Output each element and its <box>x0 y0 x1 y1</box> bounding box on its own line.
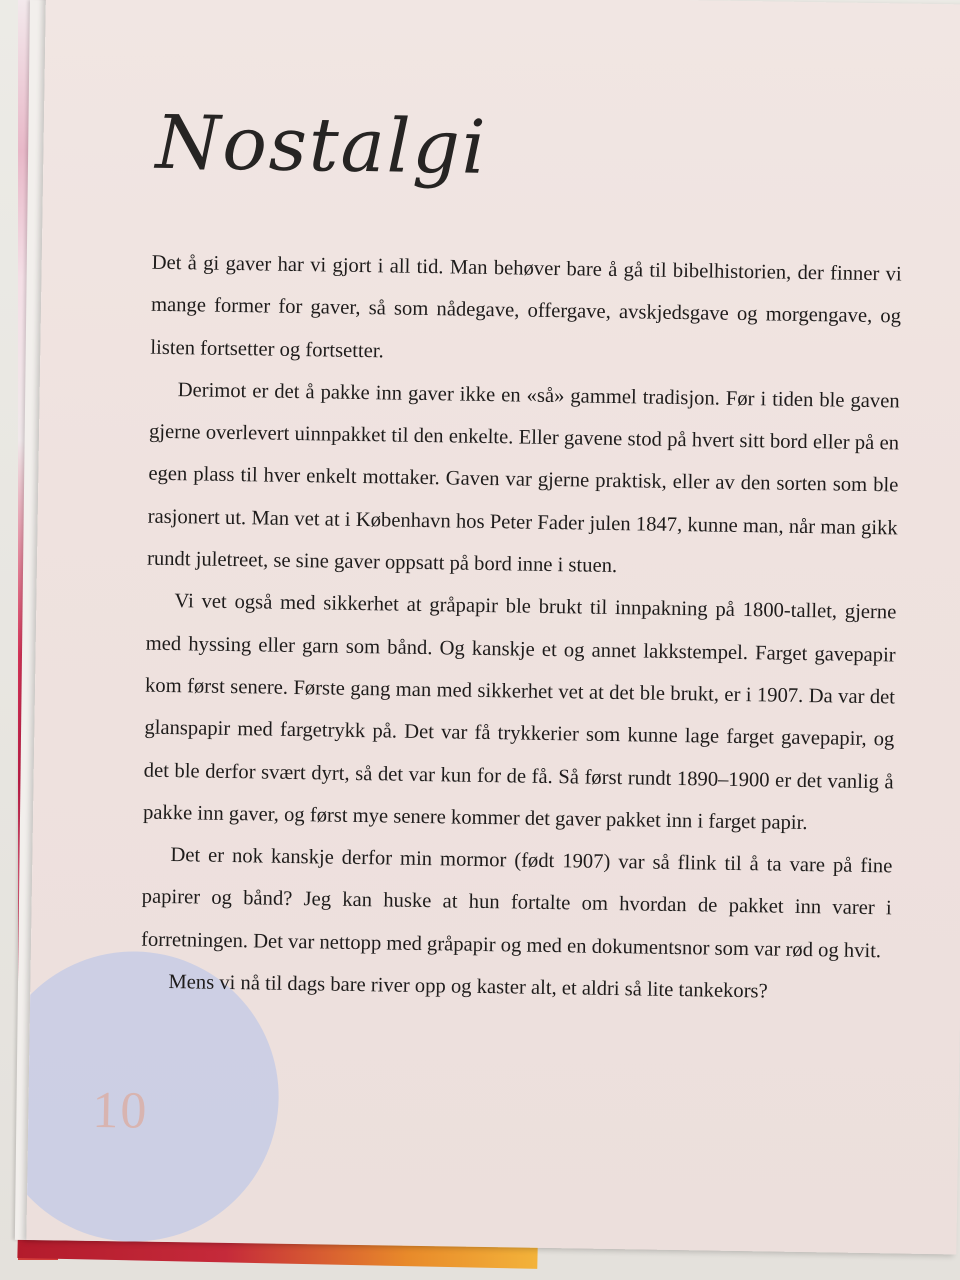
page-number: 10 <box>91 1081 149 1140</box>
page-title: Nostalgi <box>154 99 489 191</box>
paragraph-5: Mens vi nå til dags bare river opp og kaster alt, et aldri så lite tankekors? <box>168 971 768 1003</box>
body-text <box>140 242 902 1015</box>
paragraph-4: Det er nok kanskje derfor min mormor (født 1907) var så flink til å ta vare på fine papirer og bånd? Jeg kan huske at hun fortalte om hvordan de pakket inn varer i forretningen. Det var nettopp med gråpapir og med en dokumentsnor som var rød og hvit. <box>140 844 893 962</box>
paragraph-2: Derimot er det å pakke inn gaver ikke en «så» gammel tradisjon. Før i tiden ble gaven gjerne overlevert uinnpakket til den enkelte. Eller gavene stod på hvert sitt bord eller på en egen plass til hver enkelt mottaker. Gaven var gjerne praktisk, eller av den sorten som ble rasjonert ut. Man vet at i København hos Peter Fader julen 1847, kunne man, når man gikk rundt juletreet, se sine gaver oppsatt på bord inne i stuen. <box>146 379 900 578</box>
book-page <box>26 0 960 1254</box>
paragraph-3: Vi vet også med sikkerhet at gråpapir ble brukt til innpakning på 1800-tallet, gjerne med hyssing eller garn som bånd. Og kanskje et og annet lakkstempel. Farget gavepapir kom først senere. Første gang man med sikkerhet vet at det ble brukt, er i 1907. Da var det glanspapir med fargetrykk på. Det var få trykkerier som kunne lage farget gavepapir, og det ble derfor svært dyrt, så det var kun for de få. Så først rundt 1890–1900 er det vanlig å pakke inn gaver, og først mye senere kommer det gaver pakket inn i farget papir. <box>142 590 897 834</box>
paragraph-1: Det å gi gaver har vi gjort i all tid. Man behøver bare å gå til bibelhistorien, der finner vi mange former for gaver, så som nådegave, offergave, avskjedsgave og morgengave, og listen fortsetter og fortsetter. <box>150 251 902 362</box>
